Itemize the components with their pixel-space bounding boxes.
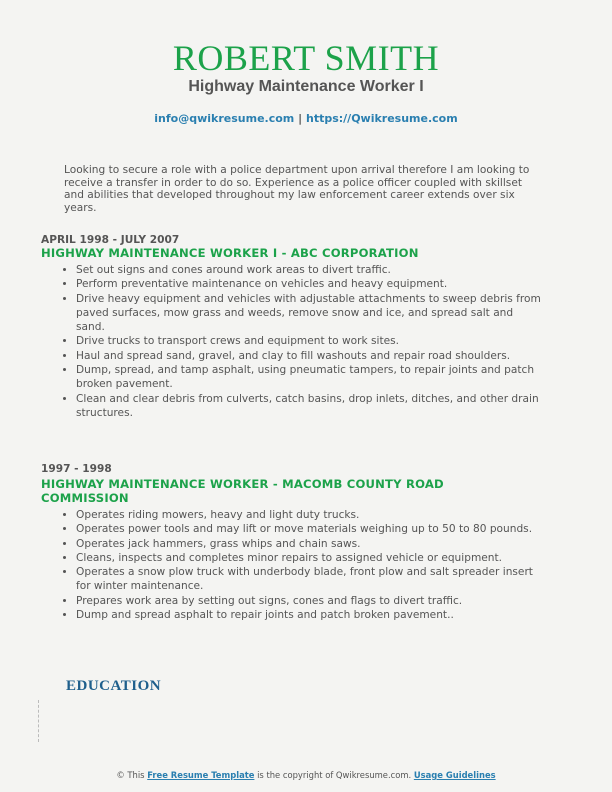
list-item: • Set out signs and cones around work areas to divert traffic. <box>76 263 542 277</box>
list-item: • Operates power tools and may lift or move materials weighing up to 50 to 80 pounds. <box>76 522 542 536</box>
email-link[interactable]: info@qwikresume.com <box>154 112 295 125</box>
candidate-name: ROBERT SMITH <box>172 38 440 78</box>
list-item: • Drive heavy equipment and vehicles with adjustable attachments to sweep debris from paved surfaces, mow grass and weeds, remove snow and ice, and spread salt and sand. <box>76 292 542 335</box>
usage-guidelines-link[interactable]: Usage Guidelines <box>413 770 496 780</box>
section-divider <box>38 700 40 742</box>
list-item: • Dump and spread asphalt to repair joints and patch broken pavement.. <box>76 608 542 622</box>
contact-line <box>0 112 612 125</box>
list-item: • Haul and spread sand, gravel, and clay to fill washouts and repair road shoulders. <box>76 349 542 363</box>
list-item: • Perform preventative maintenance on vehicles and heavy equipment. <box>76 277 542 291</box>
list-item: • Cleans, inspects and completes minor repairs to assigned vehicle or equipment. <box>76 551 542 565</box>
list-item: • Dump, spread, and tamp asphalt, using pneumatic tampers, to repair joints and patch broken pavement. <box>76 363 542 392</box>
list-item: • Operates riding mowers, heavy and light duty trucks. <box>76 508 542 522</box>
list-item: • Prepares work area by setting out signs, cones and flags to divert traffic. <box>76 594 542 608</box>
job-headline: Highway Maintenance Worker I <box>188 78 424 95</box>
duty-list <box>60 263 542 420</box>
education-heading: EDUCATION <box>66 678 162 694</box>
duty-list <box>60 508 542 622</box>
job-dates: 1997 - 1998 <box>41 463 112 475</box>
footer-copyright-text: is the copyright of Qwikresume.com. <box>257 770 412 780</box>
footer <box>0 770 612 780</box>
website-link[interactable]: https://Qwikresume.com <box>305 112 458 125</box>
list-item: • Drive trucks to transport crews and equipment to work sites. <box>76 334 542 348</box>
job-dates: APRIL 1998 - JULY 2007 <box>41 234 180 246</box>
job-title: HIGHWAY MAINTENANCE WORKER - MACOMB COUNTY ROAD COMMISSION <box>41 477 444 505</box>
free-resume-template-link[interactable]: Free Resume Template <box>147 770 255 780</box>
contact-separator: | <box>298 112 303 125</box>
list-item: • Clean and clear debris from culverts, catch basins, drop inlets, ditches, and other drain structures. <box>76 392 542 421</box>
job-title: HIGHWAY MAINTENANCE WORKER I - ABC CORPORATION <box>41 246 419 260</box>
list-item: • Operates jack hammers, grass whips and chain saws. <box>76 537 542 551</box>
list-item: • Operates a snow plow truck with underbody blade, front plow and salt spreader insert for winter maintenance. <box>76 565 542 594</box>
footer-prefix: © This <box>116 770 145 780</box>
summary-paragraph: Looking to secure a role with a police department upon arrival therefore I am looking to receive a transfer in order to do so. Experience as a police officer coupled with skillset and abilities that developed throughout my law enforcement career extends over six years. <box>64 164 530 214</box>
